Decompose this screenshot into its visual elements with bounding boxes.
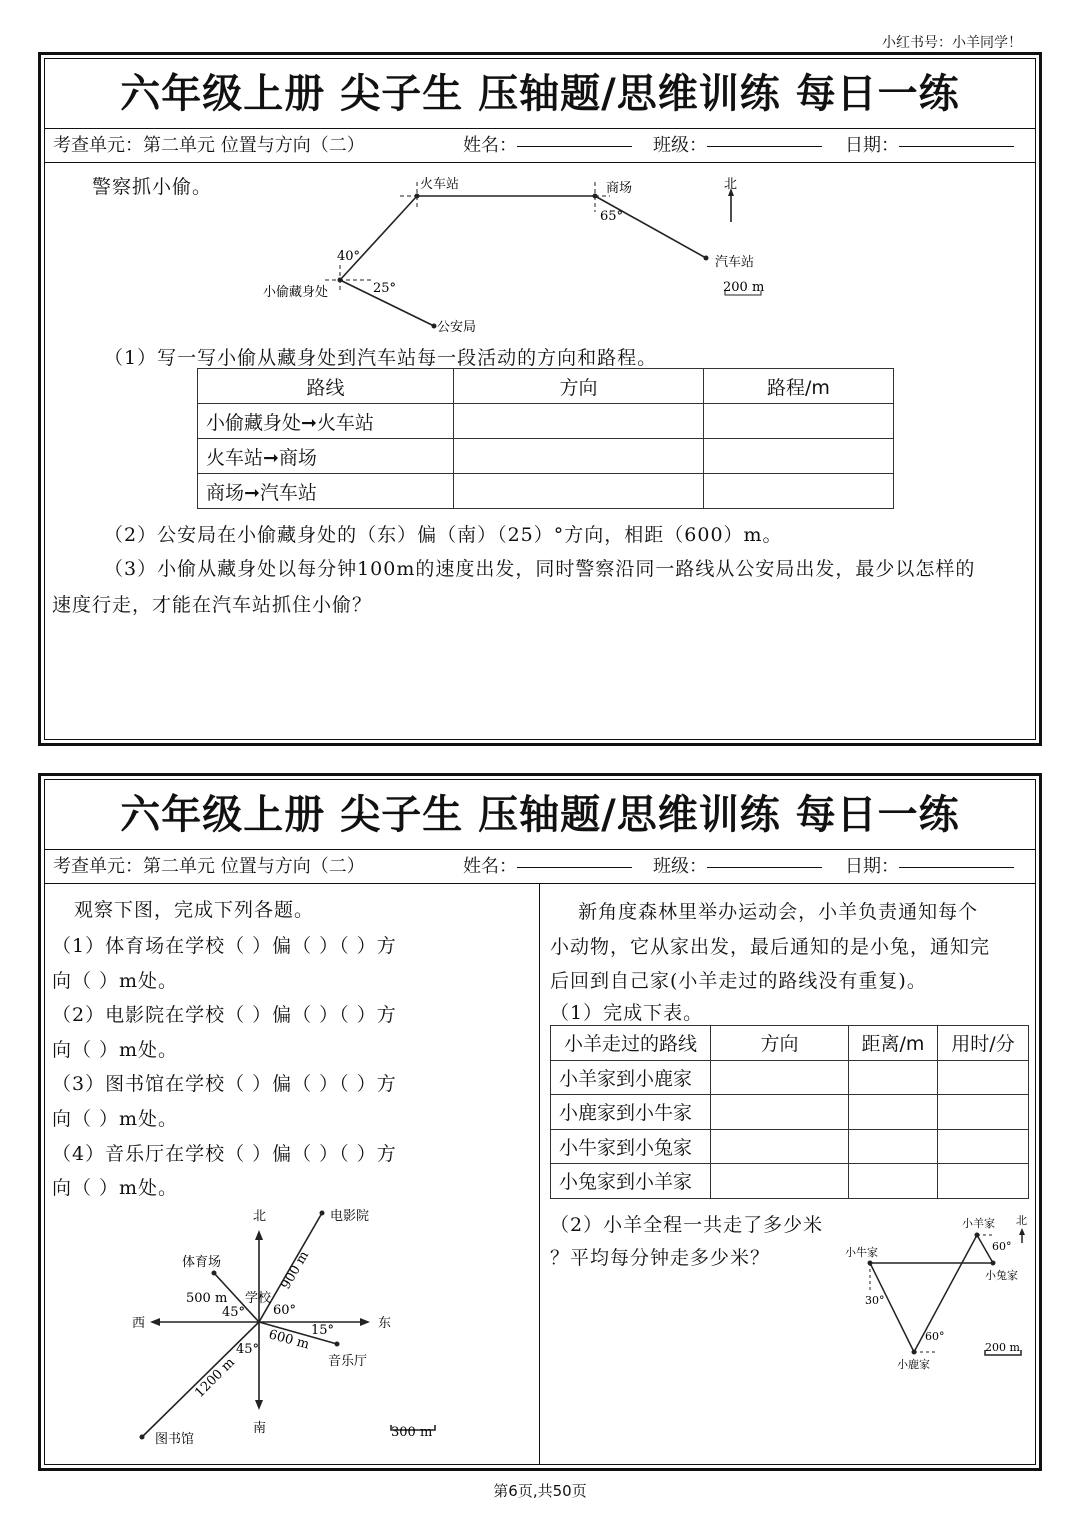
unit-label: 考查单元：第二单元 位置与方向（二） <box>53 135 365 156</box>
table-row <box>551 1095 1029 1130</box>
direction-cell[interactable] <box>454 439 704 474</box>
angle-15: 15° <box>311 1323 335 1338</box>
class-label: 班级： <box>653 856 707 877</box>
dist-900: 900 m <box>278 1248 313 1292</box>
scale-label: 200 m <box>985 1341 1020 1354</box>
time-cell[interactable] <box>938 1095 1029 1130</box>
route-cell: 小牛家到小兔家 <box>551 1129 711 1164</box>
q2-line: 向（ ）m处。 <box>52 969 179 992</box>
label-train-station: 火车站 <box>420 177 460 192</box>
angle-30: 30° <box>865 1294 885 1307</box>
angle-45-nw: 45° <box>222 1305 246 1320</box>
label-north: 北 <box>253 1209 267 1224</box>
distance-cell[interactable] <box>704 439 894 474</box>
q3-sub1: （1）完成下表。 <box>550 1002 704 1024</box>
distance-cell[interactable] <box>704 474 894 509</box>
label-rabbit-home: 小兔家 <box>985 1269 1018 1282</box>
route-cell: 小偷藏身处➞火车站 <box>198 404 454 439</box>
direction-cell[interactable] <box>711 1164 849 1199</box>
q2-line: 向（ ）m处。 <box>52 1107 179 1130</box>
angle-25: 25° <box>373 281 397 296</box>
q2-line: 向（ ）m处。 <box>52 1177 179 1200</box>
label-school: 学校 <box>245 1291 272 1306</box>
label-stadium: 体育场 <box>182 1255 222 1270</box>
col-header: 路程/m <box>704 369 894 404</box>
dist-1200: 1200 m <box>192 1355 238 1401</box>
label-north: 北 <box>1016 1214 1027 1227</box>
angle-60: 60° <box>273 1303 297 1318</box>
table-row <box>551 1164 1029 1199</box>
q3-line: 后回到自己家(小羊走过的路线没有重复)。 <box>550 970 927 993</box>
q1-intro: 警察抓小偷。 <box>92 176 213 198</box>
q1-sub2: （2）公安局在小偷藏身处的（东）偏（南）（25）°方向，相距（600）m。 <box>104 524 783 546</box>
distance-cell[interactable] <box>849 1164 938 1199</box>
class-label: 班级： <box>653 135 707 156</box>
col-header: 路线 <box>198 369 454 404</box>
route-cell: 小兔家到小羊家 <box>551 1164 711 1199</box>
q3-sub2: （2）小羊全程一共走了多少米 <box>550 1214 824 1236</box>
worksheet-title: 六年级上册 尖子生 压轴题/思维训练 每日一练 <box>45 59 1035 129</box>
q2-intro: 观察下图，完成下列各题。 <box>74 899 315 921</box>
route-table <box>197 368 894 509</box>
q3-sub2-cont: ？平均每分钟走多少米？ <box>550 1247 771 1269</box>
school-map-diagram <box>0 1190 540 1470</box>
q3-intro <box>550 895 990 999</box>
angle-60-bottom: 60° <box>925 1330 945 1343</box>
q3-line: 小动物，它从家出发，最后通知的是小兔，通知完 <box>550 935 991 958</box>
label-deer-home: 小鹿家 <box>897 1358 930 1371</box>
label-west: 西 <box>132 1316 146 1331</box>
q2-line: （2）电影院在学校（ ）偏（ ）（ ）方 <box>52 1004 397 1027</box>
label-bus-station: 汽车站 <box>715 255 755 270</box>
direction-cell[interactable] <box>454 404 704 439</box>
name-label: 姓名： <box>463 135 517 156</box>
q2-line: （3）图书馆在学校（ ）偏（ ）（ ）方 <box>52 1073 397 1096</box>
distance-cell[interactable] <box>704 404 894 439</box>
page-number: 第6页,共50页 <box>493 1482 587 1500</box>
angle-40: 40° <box>337 249 361 264</box>
table-row <box>551 1129 1029 1164</box>
col-header: 距离/m <box>849 1026 938 1061</box>
distance-cell[interactable] <box>849 1060 938 1095</box>
q1-sub1: （1）写一写小偷从藏身处到汽车站每一段活动的方向和路程。 <box>104 347 658 369</box>
q2-line: 向（ ）m处。 <box>52 1038 179 1061</box>
label-police: 公安局 <box>437 320 477 335</box>
time-cell[interactable] <box>938 1060 1029 1095</box>
distance-cell[interactable] <box>849 1095 938 1130</box>
label-north: 北 <box>724 177 738 192</box>
route-cell: 火车站➞商场 <box>198 439 454 474</box>
col-header: 方向 <box>711 1026 849 1061</box>
route-cell: 小羊家到小鹿家 <box>551 1060 711 1095</box>
label-south: 南 <box>253 1421 267 1436</box>
table-row <box>198 439 894 474</box>
scale-label: 300 m <box>391 1425 433 1440</box>
scale-label: 200 m <box>723 280 765 295</box>
label-cow-home: 小牛家 <box>845 1246 878 1259</box>
q2-line: （1）体育场在学校（ ）偏（ ）（ ）方 <box>52 935 397 957</box>
table-row <box>198 404 894 439</box>
angle-65: 65° <box>600 209 624 224</box>
time-cell[interactable] <box>938 1129 1029 1164</box>
label-east: 东 <box>378 1316 392 1331</box>
time-cell[interactable] <box>938 1164 1029 1199</box>
q1-sub3: （3）小偷从藏身处以每分钟100m的速度出发，同时警察沿同一路线从公安局出发，最少以怎样的 <box>104 558 976 580</box>
angle-45-sw: 45° <box>236 1342 260 1357</box>
route-cell: 商场➞汽车站 <box>198 474 454 509</box>
route-cell: 小鹿家到小牛家 <box>551 1095 711 1130</box>
watermark: 小红书号：小羊同学！ <box>882 35 1022 51</box>
date-label: 日期： <box>845 856 899 877</box>
angle-60-top: 60° <box>992 1240 1012 1253</box>
dist-500: 500 m <box>186 1291 228 1306</box>
direction-cell[interactable] <box>454 474 704 509</box>
distance-cell[interactable] <box>849 1129 938 1164</box>
q1-sub3-cont: 速度行走，才能在汽车站抓住小偷？ <box>52 594 373 616</box>
name-label: 姓名： <box>463 856 517 877</box>
col-header: 小羊走过的路线 <box>551 1026 711 1061</box>
q2-questions <box>52 929 397 1206</box>
direction-cell[interactable] <box>711 1095 849 1130</box>
label-library: 图书馆 <box>155 1432 195 1447</box>
label-hideout: 小偷藏身处 <box>263 285 329 300</box>
unit-label: 考查单元：第二单元 位置与方向（二） <box>53 856 365 877</box>
worksheet-title: 六年级上册 尖子生 压轴题/思维训练 每日一练 <box>45 780 1035 850</box>
label-music-hall: 音乐厅 <box>328 1354 368 1369</box>
table-row <box>198 474 894 509</box>
date-label: 日期： <box>845 135 899 156</box>
class-field[interactable] <box>707 850 822 868</box>
col-header: 方向 <box>454 369 704 404</box>
forest-route-diagram <box>830 1205 1040 1380</box>
label-sheep-home: 小羊家 <box>962 1217 995 1230</box>
direction-cell[interactable] <box>711 1129 849 1164</box>
info-row <box>45 850 1035 884</box>
label-mall: 商场 <box>606 181 633 196</box>
q3-line: 新角度森林里举办运动会，小羊负责通知每个 <box>550 901 979 923</box>
q2-line: （4）音乐厅在学校（ ）偏（ ）（ ）方 <box>52 1142 397 1165</box>
name-field[interactable] <box>517 850 632 868</box>
date-field[interactable] <box>899 850 1014 868</box>
sheep-route-table <box>550 1025 1029 1199</box>
label-cinema: 电影院 <box>330 1209 370 1224</box>
table-row <box>551 1060 1029 1095</box>
col-header: 用时/分 <box>938 1026 1029 1061</box>
direction-cell[interactable] <box>711 1060 849 1095</box>
dist-600: 600 m <box>266 1327 311 1353</box>
